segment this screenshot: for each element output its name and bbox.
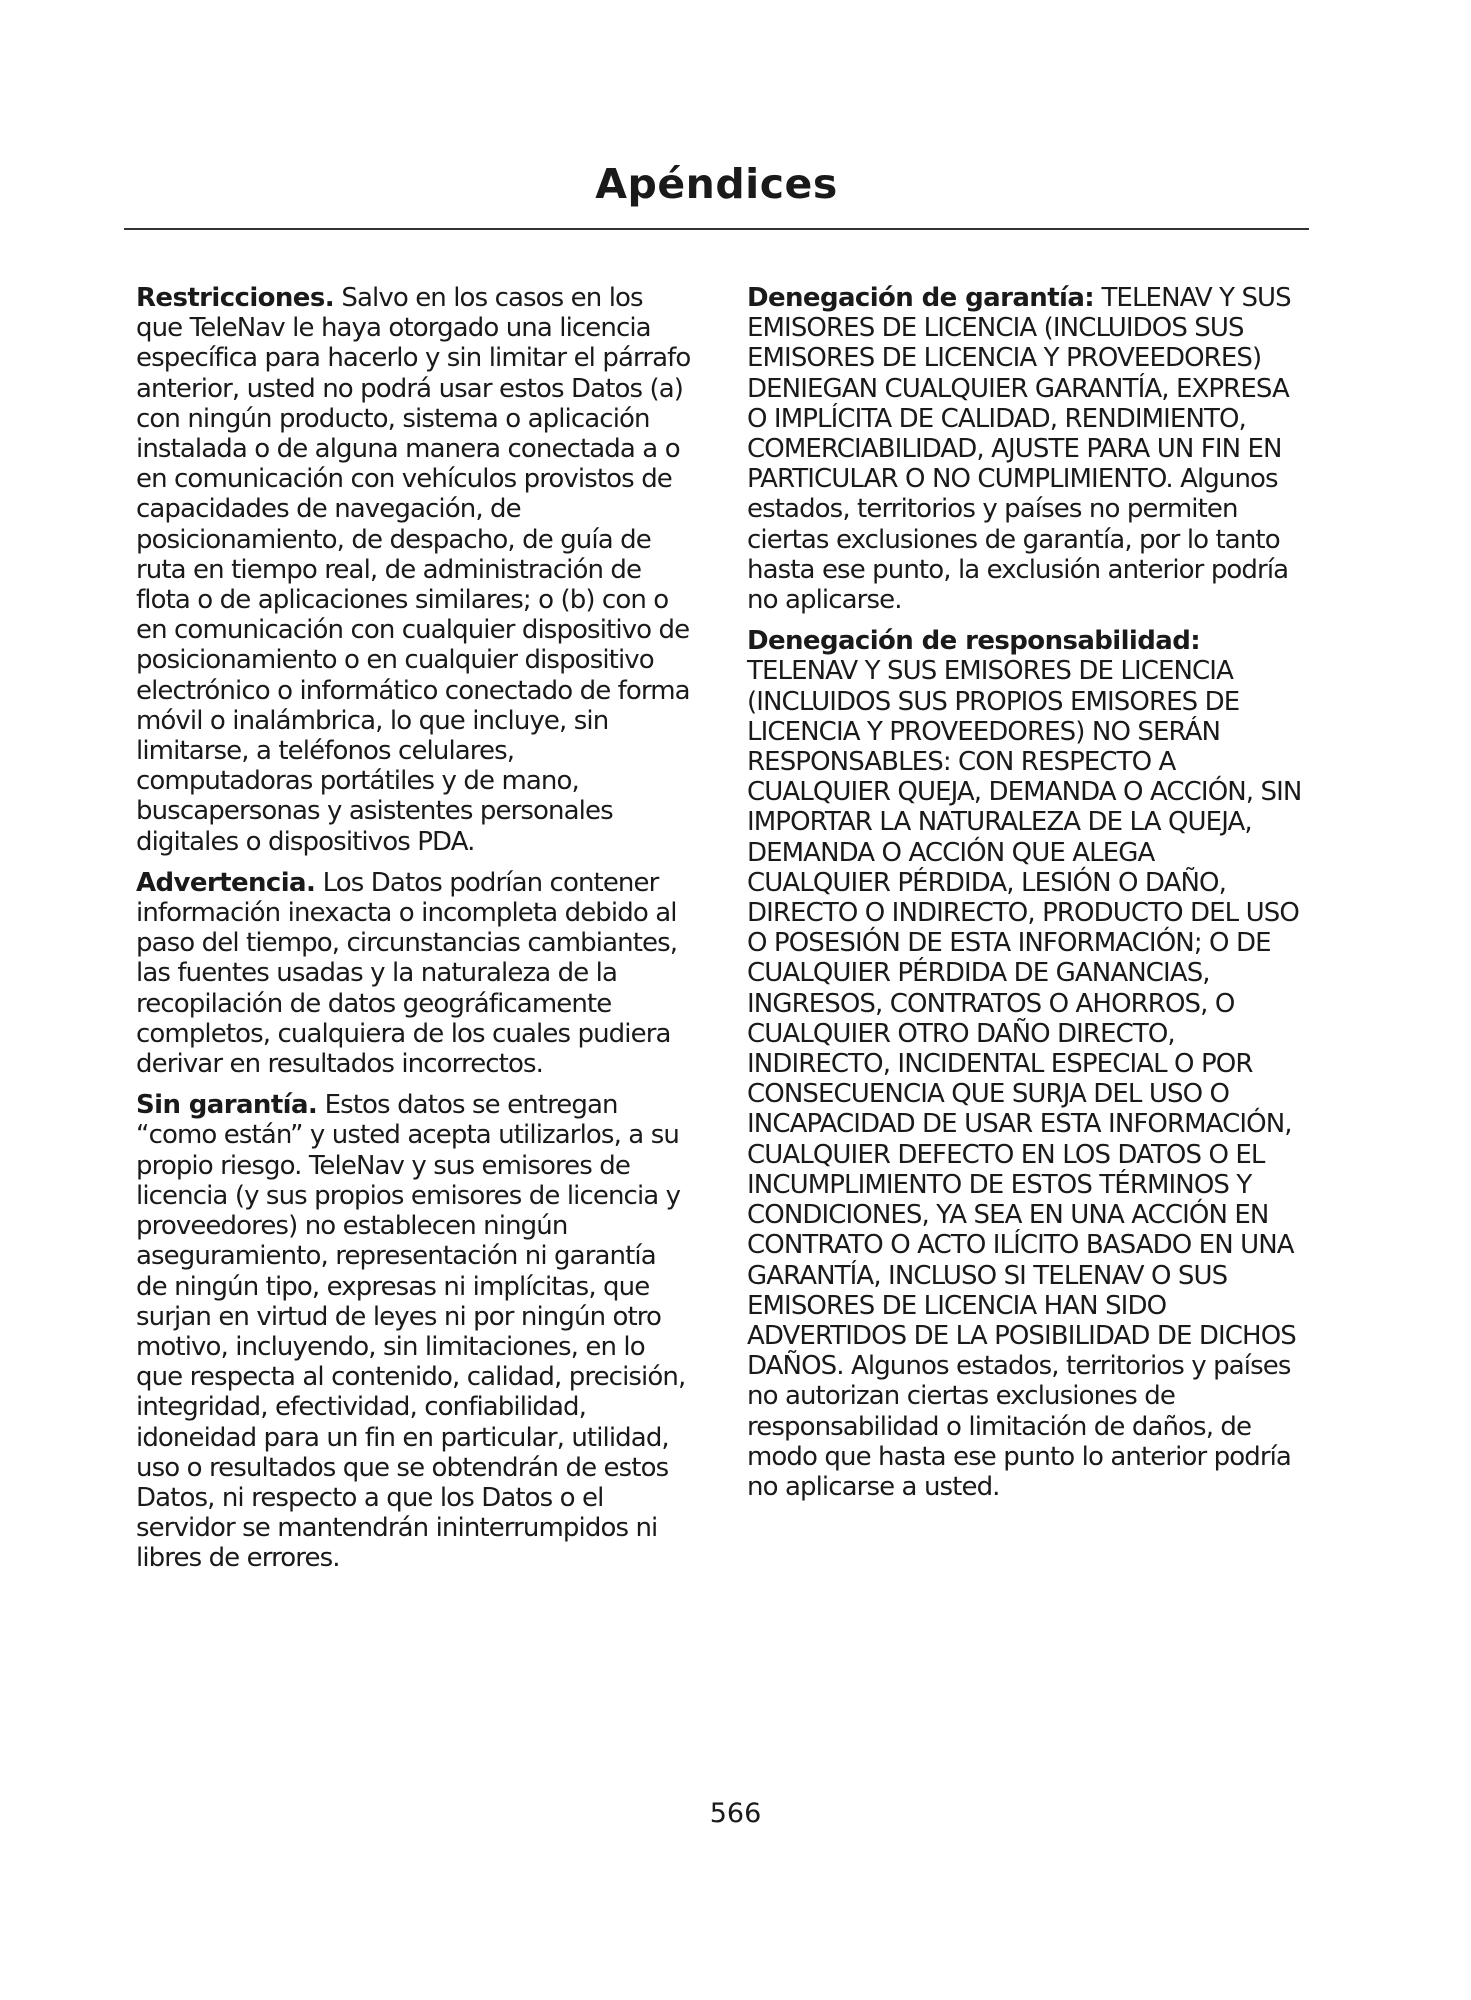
paragraph-text: TELENAV Y SUS EMISORES DE LICENCIA (INCLUIDOS SUS EMISORES DE LICENCIA Y PROVEEDORES) DENIEGAN CUALQUIER GARANTÍA, EXPRESA O IMPLÍCITA DE CALIDAD, RENDIMIENTO, COMERCIABILIDAD, AJUSTE PARA UN FIN EN PARTICULAR O NO CUMPLIMIENTO. Algunos estados, territorios y países no permiten ciertas exclusiones de garantía, por lo tanto hasta ese punto, la exclusión anterior podría no aplicarse. [747, 283, 1291, 616]
paragraph-text: Los Datos podrían contener información inexacta o incompleta debido al paso del tiempo, circunstancias cambiantes, las fuentes usadas y la naturaleza de la recopilación de datos geográficamente completos, cualquiera de los cuales pudiera derivar en resultados incorrectos. [136, 867, 678, 1080]
paragraph-text: Salvo en los casos en los que TeleNav le haya otorgado una licencia específica para hacerlo y sin limitar el párrafo anterior, usted no podrá usar estos Datos (a) con ningún producto, sistema o aplicación instalada o de alguna manera conectada a o en comunicación con vehículos provistos de capacidades de navegación, de posicionamiento, de despacho, de guía de ruta en tiempo real, de administración de flota o de aplicaciones similares; o (b) con o en comunicación con cualquier dispositivo de posicionamiento o en cualquier dispositivo electrónico o informático conectado de forma móvil o inalámbrica, lo que incluye, sin limitarse, a teléfonos celulares, computadoras portátiles y de mano, buscapersonas y asistentes personales digitales o dispositivos PDA. [136, 283, 691, 857]
paragraph-text: Estos datos se entregan “como están” y usted acepta utilizarlos, a su propio riesgo. TeleNav y sus emisores de licencia (y sus propios emisores de licencia y proveedores) no establecen ningún aseguramiento, representación ni garantía de ningún tipo, expresas ni implícitas, que surjan en virtud de leyes ni por ningún otro motivo, incluyendo, sin limitaciones, en lo que respecta al contenido, calidad, precisión, integridad, efectividad, confiabilidad, idoneidad para un fin en particular, utilidad, uso o resultados que se obtendrán de estos Datos, ni respecto a que los Datos o el servidor se mantendrán ininterrumpidos ni libres de errores. [136, 1090, 686, 1574]
paragraph-restrictions [136, 283, 692, 857]
page-header [124, 150, 1309, 230]
paragraph-warning [136, 868, 692, 1079]
paragraph-lead: Denegación de garantía: [747, 283, 1095, 313]
left-column [136, 283, 692, 1585]
paragraph-liability-disclaimer [747, 626, 1303, 1502]
paragraph-no-warranty [136, 1090, 692, 1573]
right-column [747, 283, 1303, 1513]
paragraph-lead: Advertencia. [136, 867, 316, 898]
paragraph-lead: Sin garantía. [136, 1090, 318, 1121]
paragraph-text: TELENAV Y SUS EMISORES DE LICENCIA (INCLUIDOS SUS PROPIOS EMISORES DE LICENCIA Y PROVEEDORES) NO SERÁN RESPONSABLES: CON RESPECTO A CUALQUIER QUEJA, DEMANDA O ACCIÓN, SIN IMPORTAR LA NATURALEZA DE LA QUEJA, DEMANDA O ACCIÓN QUE ALEGA CUALQUIER PÉRDIDA, LESIÓN O DAÑO, DIRECTO O INDIRECTO, PRODUCTO DEL USO O POSESIÓN DE ESTA INFORMACIÓN; O DE CUALQUIER PÉRDIDA DE GANANCIAS, INGRESOS, CONTRATOS O AHORROS, O CUALQUIER OTRO DAÑO DIRECTO, INDIRECTO, INCIDENTAL ESPECIAL O POR CONSECUENCIA QUE SURJA DEL USO O INCAPACIDAD DE USAR ESTA INFORMACIÓN, CUALQUIER DEFECTO EN LOS DATOS O EL INCUMPLIMIENTO DE ESTOS TÉRMINOS Y CONDICIONES, YA SEA EN UNA ACCIÓN EN CONTRATO O ACTO ILÍCITO BASADO EN UNA GARANTÍA, INCLUSO SI TELENAV O SUS EMISORES DE LICENCIA HAN SIDO ADVERTIDOS DE LA POSIBILIDAD DE DICHOS DAÑOS. Algunos estados, territorios y países no autorizan ciertas exclusiones de responsabilidad o limitación de daños, de modo que hasta ese punto lo anterior podría no aplicarse a usted. [747, 656, 1302, 1502]
paragraph-warranty-disclaimer [747, 283, 1303, 615]
page-title: Apéndices [595, 160, 838, 208]
paragraph-lead: Restricciones. [136, 283, 334, 313]
page-number: 566 [709, 1798, 762, 1829]
paragraph-lead: Denegación de responsabilidad: [747, 626, 1201, 657]
